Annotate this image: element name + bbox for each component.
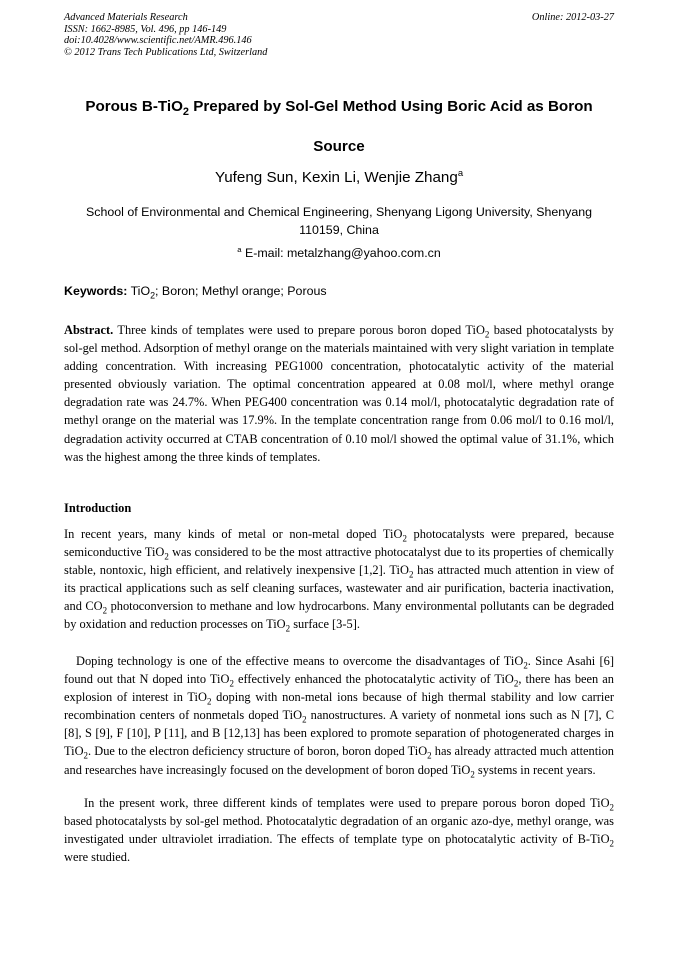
text: In the present work, three different kinds of templates were used to prepare porous boron doped TiO xyxy=(84,796,610,810)
journal-name: Advanced Materials Research xyxy=(64,12,188,23)
text: photocatalysts were prepared, because semiconductive TiO xyxy=(64,527,614,560)
text: based photocatalysts by sol-gel method. Photocatalytic degradation of an organic azo-dye, methyl orange, was investigated under ultraviolet irradiation. The effects of template type on photocatalytic activity of B-TiO xyxy=(64,814,614,847)
subscript: 2 xyxy=(206,696,212,707)
journal-header xyxy=(64,12,267,58)
intro-paragraph-3 xyxy=(64,794,614,866)
abstract-label: Abstract. xyxy=(64,323,114,337)
subscript: 2 xyxy=(484,329,490,340)
subscript: 2 xyxy=(523,660,528,671)
email-address[interactable]: E-mail: metalzhang@yahoo.com.cn xyxy=(241,246,441,261)
copyright-line: © 2012 Trans Tech Publications Ltd, Switzerland xyxy=(64,46,268,58)
subscript: 2 xyxy=(285,623,291,634)
text: systems in recent years. xyxy=(474,762,596,777)
subscript: 2 xyxy=(427,750,432,761)
text: , there has been an explosion of interest in TiO xyxy=(64,672,614,705)
abstract-text-2: based photocatalysts by sol-gel method. Adsorption of methyl orange on the materials maintained with very slight variation in template adding concentration. With increasing PEG1000 concentration, photocatalytic activity of the material presented obviously variation. The optimal concentration appeared at 0.08 mol/l, where methyl orange degradation rate was 24.7%. When PEG400 concentration was 0.14 mol/l, photocatalytic degradation rate of methyl orange on the material was 17.9%. In the template concentration range from 0.06 mol/l to 0.16 mol/l, degradation activity occurred at CTAB concentration of 0.10 mol/l showed the optimal value of 31.1%, which was the highest among the three kinds of templates. xyxy=(64,323,614,464)
subscript: 2 xyxy=(402,533,407,544)
keywords-text: TiO xyxy=(127,284,151,298)
intro-paragraph-1 xyxy=(64,525,614,634)
text: . Due to the electron deficiency structure of boron, boron doped TiO xyxy=(87,744,428,759)
email-mark: a xyxy=(237,245,242,254)
author-names: Yufeng Sun, Kexin Li, Wenjie Zhang xyxy=(214,169,458,187)
subscript: 2 xyxy=(408,569,414,580)
subscript: 2 xyxy=(164,551,169,562)
text: effectively enhanced the photocatalytic activity of TiO xyxy=(233,672,514,687)
issn-line: ISSN: 1662-8985, Vol. 496, pp 146-149 xyxy=(64,23,227,35)
title-text-2: Prepared by Sol-Gel Method Using Boric Acid as Boron Source xyxy=(189,98,593,155)
affiliation: School of Environmental and Chemical Engineering, Shenyang Ligong University, Shenyang 110159, China xyxy=(85,205,593,237)
subscript: 2 xyxy=(513,678,519,689)
doi-line: doi:10.4028/www.scientific.net/AMR.496.146 xyxy=(64,35,252,47)
text: nanostructures. A variety of nonmetal ions such as N [7], C [8], S [9], F [10], P [11], and B [12,13] has been explored to promote separation of photogenerated charges in TiO xyxy=(64,708,614,759)
text: were studied. xyxy=(64,850,131,865)
subscript: 2 xyxy=(609,802,614,813)
section-heading-introduction: Introduction xyxy=(64,501,132,515)
title-subscript: 2 xyxy=(182,106,190,119)
title-text: Porous B-TiO xyxy=(85,98,183,115)
abstract-text: Three kinds of templates were used to prepare porous boron doped TiO xyxy=(113,323,485,337)
online-date: Online: 2012-03-27 xyxy=(531,12,614,23)
subscript: 2 xyxy=(229,678,234,689)
author-affiliation-mark: a xyxy=(457,167,464,178)
subscript: 2 xyxy=(470,769,475,780)
text: was considered to be the most attractive photocatalyst due to its properties of chemically stable, nontoxic, high efficient, and relatively inexpensive [1,2]. TiO xyxy=(64,545,614,578)
keywords-label: Keywords: xyxy=(64,284,128,298)
subscript: 2 xyxy=(83,750,88,761)
text: doping with non-metal ions because of high thermal stability and low carrier recombination centers of nonmetals doped TiO xyxy=(64,690,614,723)
abstract xyxy=(64,321,614,466)
keywords-text-2: ; Boron; Methyl orange; Porous xyxy=(155,284,327,298)
text: In recent years, many kinds of metal or non-metal doped TiO xyxy=(64,527,403,541)
intro-paragraph-2 xyxy=(64,652,614,779)
keywords xyxy=(64,284,614,301)
subscript: 2 xyxy=(302,714,307,725)
author-list xyxy=(64,167,614,186)
paper-title xyxy=(64,87,614,167)
text: photoconversion to methane and low hydrocarbons. Many environmental pollutants can be degraded by oxidation and reduction processes on TiO xyxy=(64,599,614,632)
text: has attracted much attention in view of its practical applications such as self cleaning surfaces, wastewater and air purification, bacteria inactivation, and CO xyxy=(64,563,614,614)
text: has already attracted much attention and researches have increasingly focused on the development of boron doped TiO xyxy=(64,744,614,777)
subscript: 2 xyxy=(150,290,156,301)
email-line xyxy=(64,245,614,260)
subscript: 2 xyxy=(102,605,108,616)
text: . Since Asahi [6] found out that N doped into TiO xyxy=(64,654,614,687)
subscript: 2 xyxy=(609,838,614,849)
text: Doping technology is one of the effective means to overcome the disadvantages of TiO xyxy=(76,654,524,668)
text: surface [3-5]. xyxy=(290,617,360,632)
